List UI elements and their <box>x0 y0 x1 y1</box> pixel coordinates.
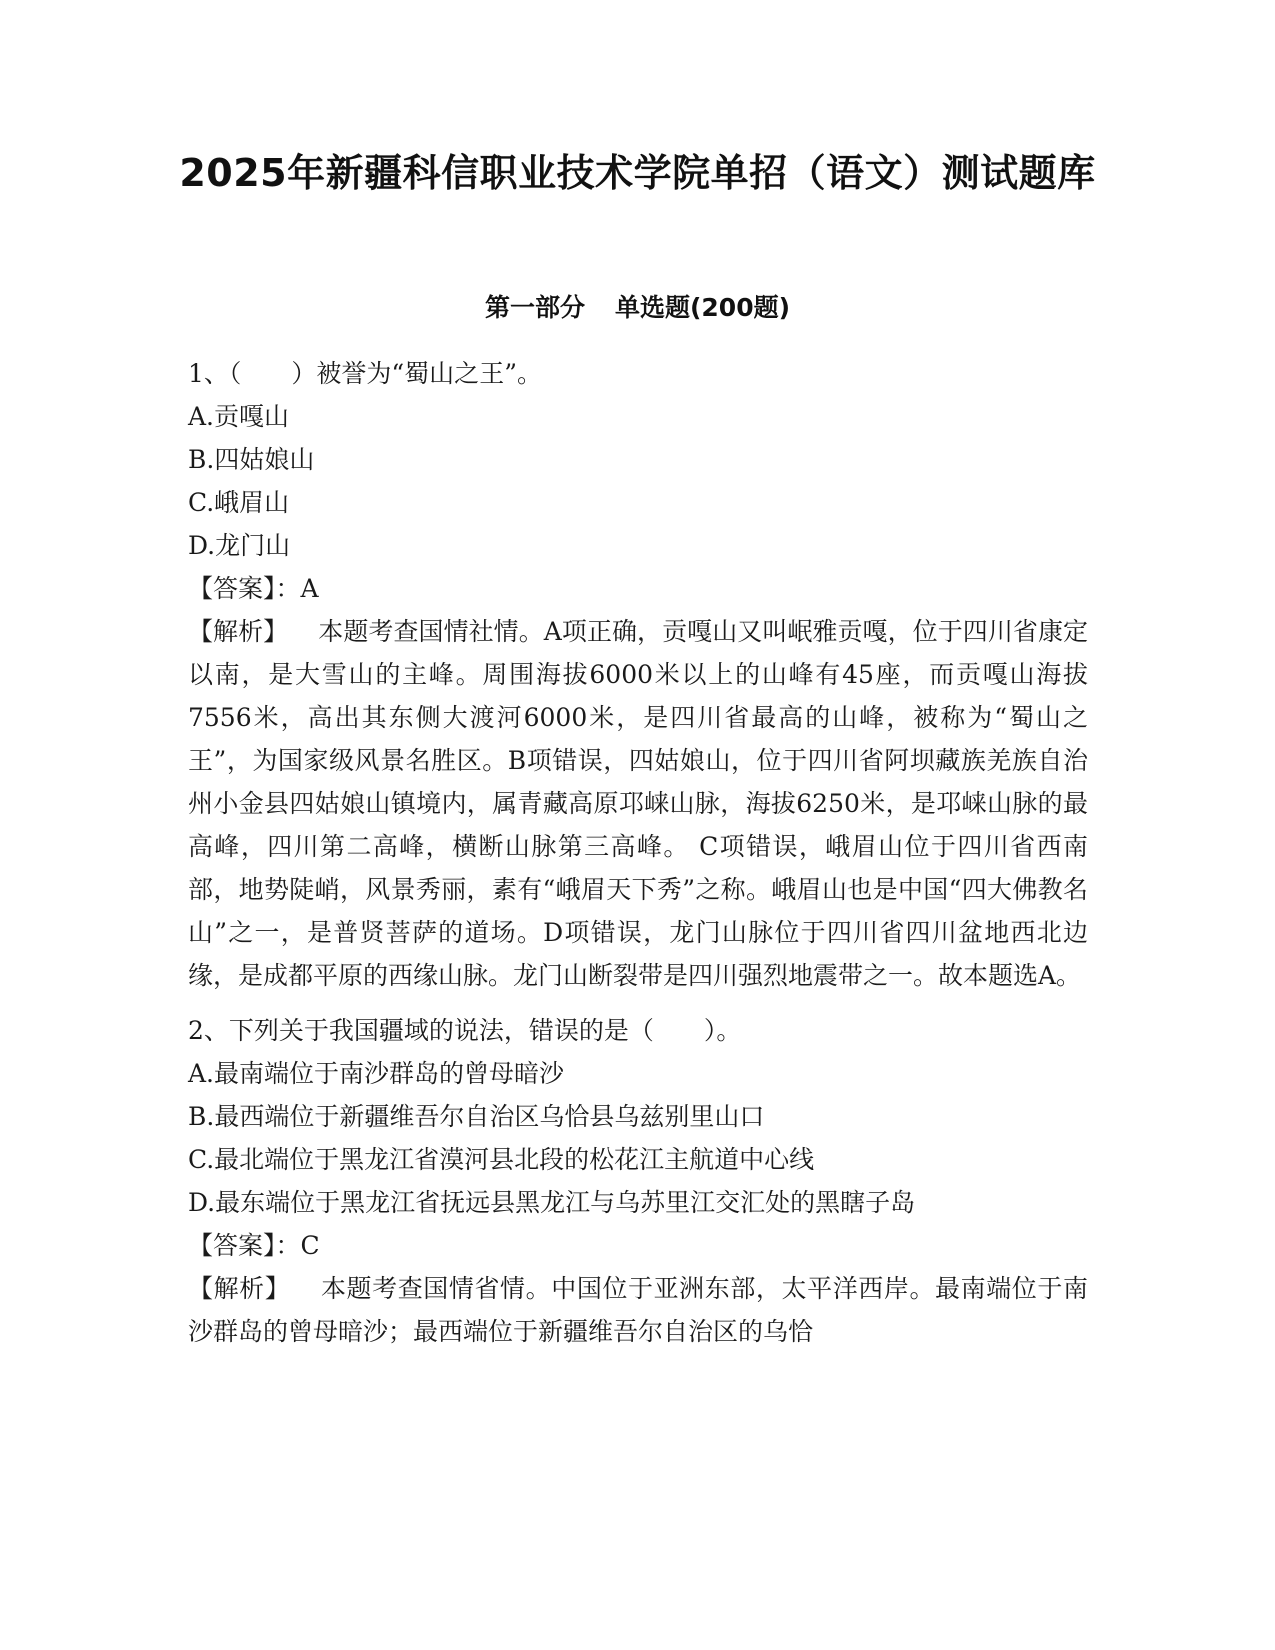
analysis-label: 【解析】 <box>188 617 289 646</box>
analysis-text: 本题考查国情省情。中国位于亚洲东部，太平洋西岸。最南端位于南沙群岛的曾母暗沙；最西端位于新疆维吾尔自治区的乌恰 <box>188 1274 1088 1346</box>
section-name: 单选题(200题) <box>614 293 791 322</box>
question-stem: 1、（ ）被誉为“蜀山之王”。 <box>188 359 542 388</box>
option-c: C.峨眉山 <box>188 488 290 517</box>
option-b: B.最西端位于新疆维吾尔自治区乌恰县乌兹别里山口 <box>188 1102 765 1131</box>
document-title: 2025年新疆科信职业技术学院单招（语文）测试题库 <box>179 151 1096 195</box>
option-a: A.最南端位于南沙群岛的曾母暗沙 <box>188 1059 565 1088</box>
option-d: D.龙门山 <box>188 531 291 560</box>
question-1 <box>188 352 1088 997</box>
question-2 <box>188 1009 1088 1353</box>
section-part: 第一部分 <box>484 293 585 322</box>
analysis-text: 本题考查国情社情。A项正确，贡嘎山又叫岷雅贡嘎，位于四川省康定以南，是大雪山的主峰。周围海拔6000米以上的山峰有45座，而贡嘎山海拔7556米，高出其东侧大渡河6000米，是四川省最高的山峰，被称为“蜀山之王”，为国家级风景名胜区。B项错误，四姑娘山，位于四川省阿坝藏族羌族自治州小金县四姑娘山镇境内，属青藏高原邛崃山脉，海拔6250米，是邛崃山脉的最高峰，四川第二高峰，横断山脉第三高峰。 C项错误，峨眉山位于四川省西南部，地势陡峭，风景秀丽，素有“峨眉天下秀”之称。峨眉山也是中国“四大佛教名山”之一，是普贤菩萨的道场。D项错误，龙门山脉位于四川省四川盆地西北边缘，是成都平原的西缘山脉。龙门山断裂带是四川强烈地震带之一。故本题选A。 <box>188 617 1088 990</box>
option-d: D.最东端位于黑龙江省抚远县黑龙江与乌苏里江交汇处的黑瞎子岛 <box>188 1188 916 1217</box>
option-b: B.四姑娘山 <box>188 445 315 474</box>
analysis-paragraph <box>188 1267 1088 1353</box>
analysis-paragraph <box>188 610 1088 997</box>
analysis-label: 【解析】 <box>188 1274 291 1303</box>
option-c: C.最北端位于黑龙江省漠河县北段的松花江主航道中心线 <box>188 1145 815 1174</box>
option-a: A.贡嘎山 <box>188 402 290 431</box>
answer-line: 【答案】：A <box>188 574 319 603</box>
section-heading <box>0 291 1275 325</box>
question-stem: 2、下列关于我国疆域的说法，错误的是（ ）。 <box>188 1016 742 1045</box>
answer-line: 【答案】：C <box>188 1231 320 1260</box>
question-list <box>188 352 1088 1353</box>
